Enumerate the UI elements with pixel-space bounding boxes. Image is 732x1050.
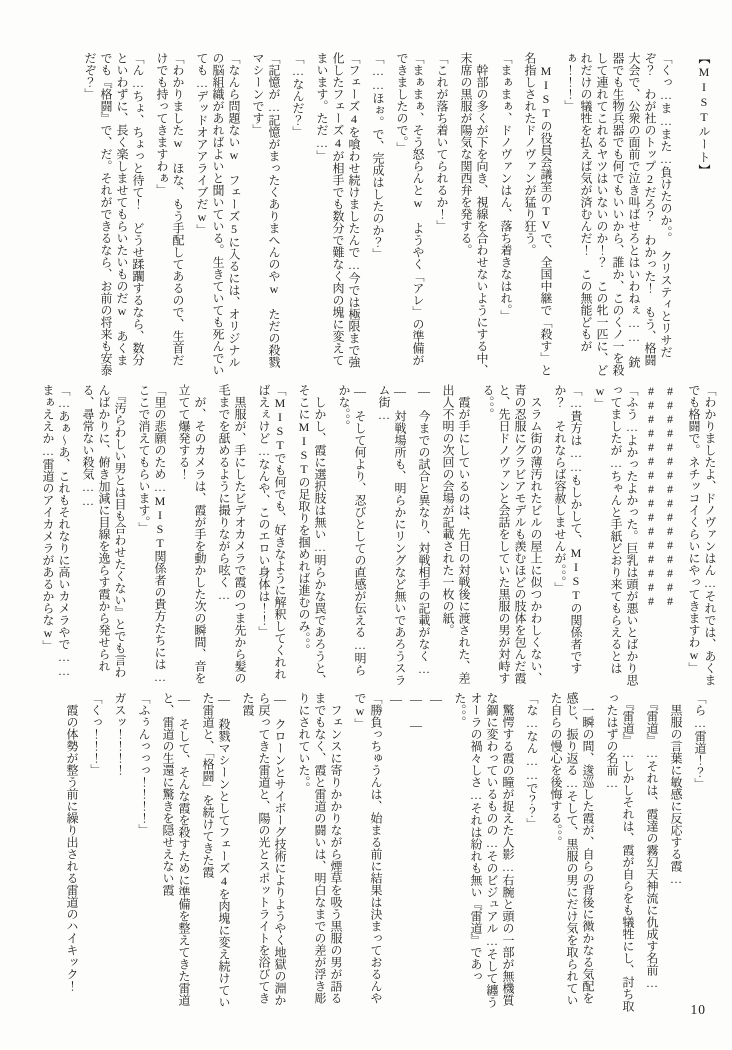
paragraph: 「ん…ちょ、ちょっと待て！ どうせ蹂躙するなら、数分といわずに、長く楽しませてもらいたいものだw あくまでも『格闘』で、だ。それができるなら、お前の将来も安泰だぞ？」 — [83, 52, 145, 376]
paragraph: ― そして何より、忍びとしての直感が伝える…明らかな。。。 — [337, 384, 367, 676]
paragraph: 「MISTでも何でも、好きなように解釈してくれればえぇけど…なんや、このエロい身体は！！」 — [257, 384, 287, 680]
text-band-middle — [32, 384, 718, 686]
paragraph: しかし、霞に選択肢は無い…明らかな罠であろうと、そこにMISTの足取りを掴めれば進むのみ。。。 — [297, 384, 327, 686]
page-number: 10 — [690, 1002, 706, 1017]
paragraph: 「記憶が…記憶がまったくありまへんのやw ただの殺戮マシーンです」 — [251, 52, 281, 368]
paragraph: が、そのカメラは、霞が手を動かした次の瞬間、音を立てて爆発する！ — [177, 384, 207, 684]
paragraph: 「ら…雷道！？」 — [693, 692, 707, 790]
paragraph: ― そして、そんな霞を殺すために準備を整えてきた雷道と、雷道の生還に驚きを隠せえない霞 — [161, 692, 191, 1006]
paragraph: ― クローンとサイボーグ技術によりようやく地獄の淵から戻ってきた雷道と、陽の光とスポットライトを浴びてきた霞 — [241, 692, 287, 1006]
paragraph: 「…貴方は……もしかして、MISTの関係者ですか？ それならば容赦しませんが。。。」 — [553, 384, 583, 674]
paragraph: 「わかりましたw ほな、もう手配してあるので、生首だけでも持ってきますわぁ」 — [155, 52, 185, 366]
paragraph: 「…なんだ？」 — [291, 52, 305, 138]
paragraph: 「里の悲願のため…MIST関係者の貴方たちには…ここで消えてもらいます。」 — [137, 384, 167, 684]
paragraph: ― — [429, 692, 443, 706]
paragraph: ################ — [644, 384, 658, 608]
paragraph: 幹部の多くが下を向き、視線を合わせないようにする中、末席の黒服が陽気な関西弁を発する。 — [459, 52, 489, 376]
paragraph: フェンスに寄りかかりながら煙草を吸う黒服の男が語るまでもなく、霞と雷道の闘いは、明白なまでの差が浮き彫りにされていた。。 — [297, 692, 343, 1004]
paragraph: 「なんら問題ないw フェーズ5に入るには、オリジナルの脳組織があればよいと聞いている。生きていても死んでいても…デッドオアアライブだw」 — [195, 52, 241, 376]
paragraph: 黒服の言葉に敏感に反応する霞… — [669, 692, 683, 886]
paragraph: ― — [389, 692, 403, 706]
paragraph: 【MISTルート】 — [697, 52, 711, 177]
paragraph: 驚愕する霞の瞳が捉えた人影…右腕と頭の一部が無機質な鋼に変わっているものの…そのビジュアル…そして纏うオーラの禍々しさ…それは紛れも無い『雷道』であった。。。 — [453, 692, 515, 1008]
paragraph: 「これが落ち着いてられるか！」 — [435, 52, 449, 232]
paragraph: 「まぁまぁ、ドノヴァンはん、落ち着きなはれ。」 — [499, 52, 513, 322]
paragraph: 「……ほぉ。で、完成はしたのか？」 — [371, 52, 385, 260]
paragraph: 「ふぅんっっっ！！！！」 — [137, 692, 151, 836]
paragraph: MISTの役員会議室のTVで、全国中継で「殺す」と名指しされたドノヴァンが猛り狂う。 — [523, 52, 553, 376]
paragraph: 『雷道』…しかしそれは、霞が自らをも犠牲にし、討ち取ったはずの名前… — [605, 692, 635, 1012]
text-band-bottom — [56, 692, 708, 1014]
paragraph: 「わかりましたよ、ドノヴァンはん…それでは、あくまでも格闘で。ネチッコイくらいにやってきますわw」 — [687, 384, 717, 686]
paragraph: 黒服が、手にしたビデオカメラで霞のつま先から髪の毛までを舐めるように撮りながら呟く… — [217, 384, 247, 684]
paragraph: 「な…なん……で？？」 — [525, 692, 539, 830]
paragraph: 「くっ…ま…また…負けたのか。。 クリスティとリサだぞ？ わが社のトップ2だろ？ わかった！ もう、格闘大会で、公衆の面前で泣き叫ばせろとはいわねぇ…… 銃器でも生物兵器でも何でもいいから、誰か、このくノ一を殺して連れてこれるヤツはいないのか！？ この牝一匹に、どれだけの犠牲を払えば気が済むんだ！ この無能どもがぁ！！！」 — [563, 52, 673, 376]
paragraph: 一瞬の間、逡巡した霞が、自らの背後に微かなる気配を感じ、振り返る…そして、黒服の男にだけ気を取られていた自らの慢心を後悔する。。。 — [549, 692, 595, 1006]
paragraph: 霞が手にしているのは、先日の対戦後に渡された、差出人不明の次回の会場が記載された一枚の紙。 — [441, 384, 471, 684]
paragraph: 「くっ！！！」 — [89, 692, 103, 776]
paragraph: 「まぁまぁ、そう怒らんとw ようやく「アレ」の準備ができましたので。」 — [395, 52, 425, 366]
paragraph: ガスッ！！！！ — [113, 692, 127, 776]
paragraph: 「勝負っちゅうんは、始まる前に結果は決まっておるんやでw」 — [353, 692, 383, 1004]
paragraph: ― 対戦場所も、明らかにリングなど無いであろうスラム街… — [377, 384, 407, 686]
text-band-top — [74, 52, 712, 376]
paragraph: 「ふう…よかったよかった。巨乳は頭が悪いとばかり思ってましたが…ちゃんと手紙どおり来てもらえるとはw」 — [593, 384, 639, 686]
paragraph: ― 今までの試合と異なり、対戦相手の記載がなく… — [417, 384, 431, 676]
paragraph: ― ― — [409, 692, 423, 732]
paragraph: 「…あぁ〜あ、これもそれなりに高いカメラやで……まぁええか…雷道のアイカメラがあるからなw」 — [41, 384, 71, 678]
paragraph: 霞の体勢が整う前に繰り出される雷道のハイキック！ — [65, 692, 79, 992]
paragraph: 『雷道』…それは、霞達の霧幻天神流に仇成す名前… — [645, 692, 659, 990]
paragraph: ################ — [663, 384, 677, 608]
paragraph: 「フェーズ4を喰わせ続けましたんで…今では極限まで強化したフェーズ4が相手でも数分で難なく肉の塊に変えてまいます。ただ…」 — [315, 52, 361, 368]
paragraph: 『汚らわしい男とは目も合わせたくない』とでも言わんばかりに、俯き加減に目線を逸らす霞から発せられる、尋常ない殺気…… — [81, 384, 127, 678]
paragraph: スラム街の薄汚れたビルの屋上に似つかわしくない、青の忍服にグラビアモデルも羨むほどの肢体を包んだ霞と、先日ドノヴァンと会話をしていた黒服の男が対峙する。。。 — [481, 384, 543, 684]
paragraph: ― 殺戮マシーンとしてフェーズ4を肉塊に変え続けていた雷道と、「格闘」を続けてきた霞 — [201, 692, 231, 1008]
